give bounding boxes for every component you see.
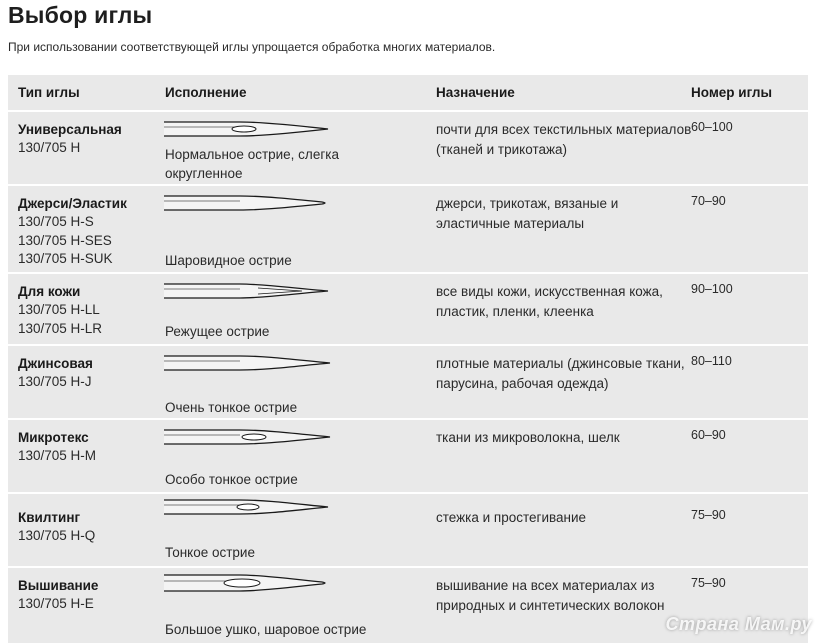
needle-purpose: стежка и простегивание: [436, 510, 587, 525]
needle-type-name: Джерси/Эластик: [18, 196, 127, 211]
needle-codes: [18, 213, 113, 269]
needle-purpose: плотные материалы (джинсовые ткани, парусина, рабочая одежда): [436, 356, 685, 391]
needle-design-description: Очень тонкое острие: [165, 400, 298, 415]
needle-illustration: [162, 426, 332, 448]
needle-code: 130/705 H-M: [18, 448, 97, 463]
table-row: [8, 184, 808, 272]
needle-design-description: Нормальное острие, слегка округленное: [165, 147, 339, 181]
needle-size: 90–100: [691, 282, 733, 296]
needle-design-description: Большое ушко, шаровое острие: [165, 622, 367, 637]
needle-code: 130/705 H-SUK: [18, 251, 113, 266]
needle-design-description: Режущее острие: [165, 324, 270, 339]
needle-size: 60–100: [691, 120, 733, 134]
needle-type-name: Для кожи: [18, 284, 81, 299]
needle-design-description: Тонкое острие: [165, 545, 255, 560]
needle-purpose: ткани из микроволокна, шелк: [436, 430, 620, 445]
needle-illustration: [162, 192, 332, 214]
needle-purpose: почти для всех текстильных материалов (тканей и трикотажа): [436, 122, 692, 157]
needle-illustration: [162, 352, 332, 374]
needle-code: 130/705 H-E: [18, 596, 94, 611]
table-row: [8, 272, 808, 344]
needle-codes: [18, 373, 92, 392]
needle-code: 130/705 H-S: [18, 214, 94, 229]
needle-size: 80–110: [691, 354, 732, 368]
table-row: [8, 110, 808, 184]
needle-size: 75–90: [691, 576, 726, 590]
needle-codes: [18, 527, 95, 546]
needle-size: 75–90: [691, 508, 726, 522]
needle-purpose: все виды кожи, искусственная кожа, пластик, пленки, клеенка: [436, 284, 663, 319]
needle-type-name: Квилтинг: [18, 510, 81, 525]
needle-code: 130/705 H-SES: [18, 232, 112, 248]
needle-design-description: Особо тонкое острие: [165, 472, 298, 487]
needle-illustration: [162, 572, 332, 594]
header-size: Номер иглы: [691, 85, 772, 100]
needle-illustration: [162, 496, 332, 518]
needle-code: 130/705 H-LR: [18, 320, 103, 336]
needle-purpose: джерси, трикотаж, вязаные и эластичные материалы: [436, 196, 619, 231]
needle-type-name: Джинсовая: [18, 356, 93, 371]
needle-code: 130/705 H-Q: [18, 528, 96, 543]
watermark: Страна Мам.ру: [665, 614, 812, 634]
needle-type-name: Вышивание: [18, 578, 99, 593]
needle-table: [8, 75, 808, 641]
needle-code: 130/705 H-LL: [18, 302, 100, 317]
needle-illustration: [162, 280, 332, 302]
needle-size: 60–90: [691, 428, 726, 442]
page-subtitle: При использовании соответствующей иглы упрощается обработка многих материалов.: [8, 40, 496, 54]
needle-codes: [18, 301, 102, 338]
needle-size: 70–90: [691, 194, 726, 208]
needle-design-description: Шаровидное острие: [165, 253, 292, 268]
header-purpose: Назначение: [436, 85, 515, 100]
needle-codes: [18, 447, 96, 466]
header-type: Тип иглы: [18, 85, 80, 100]
table-row: [8, 492, 808, 566]
header-design: Исполнение: [165, 85, 247, 100]
needle-purpose: вышивание на всех материалах из природных и синтетических волокон: [436, 578, 665, 613]
table-row: [8, 344, 808, 418]
needle-type-name: Универсальная: [18, 122, 122, 137]
needle-code: 130/705 H-J: [18, 374, 92, 389]
needle-type-name: Микротекс: [18, 430, 89, 445]
table-row: [8, 418, 808, 492]
page-title: Выбор иглы: [8, 2, 153, 28]
needle-code: 130/705 H: [18, 140, 81, 155]
needle-illustration: [162, 118, 332, 140]
needle-codes: [18, 595, 94, 614]
needle-codes: [18, 139, 80, 158]
